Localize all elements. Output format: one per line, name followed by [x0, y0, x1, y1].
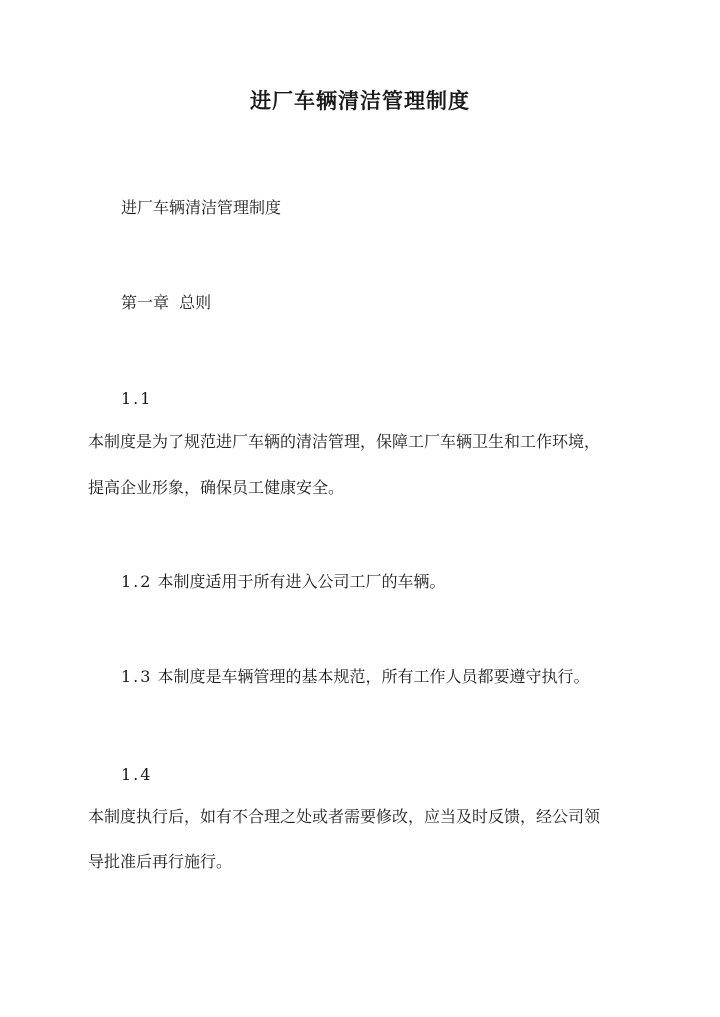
- chapter-heading: 第一章 总则: [121, 293, 212, 312]
- section-1-4-line-2: 导批准后再行施行。: [88, 852, 233, 871]
- section-1-2-text: 本制度适用于所有进入公司工厂的车辆。: [157, 572, 446, 591]
- section-1-3-text: 本制度是车辆管理的基本规范，所有工作人员都要遵守执行。: [157, 667, 590, 686]
- section-number-1-2: 1.2: [121, 572, 153, 591]
- section-number-1-4: 1.4: [121, 765, 153, 784]
- section-1-2: [121, 570, 446, 594]
- section-number-1-3: 1.3: [121, 667, 153, 686]
- section-1-1-line-1: 本制度是为了规范进厂车辆的清洁管理，保障工厂车辆卫生和工作环境，: [88, 432, 601, 451]
- document-title: 进厂车辆清洁管理制度: [250, 88, 470, 113]
- section-1-3: [121, 665, 590, 689]
- section-1-1-line-2: 提高企业形象，确保员工健康安全。: [88, 478, 345, 497]
- section-1-4-line-1: 本制度执行后，如有不合理之处或者需要修改，应当及时反馈，经公司领: [88, 807, 601, 826]
- document-subtitle: 进厂车辆清洁管理制度: [121, 198, 282, 217]
- section-number-1-1: 1.1: [121, 389, 153, 408]
